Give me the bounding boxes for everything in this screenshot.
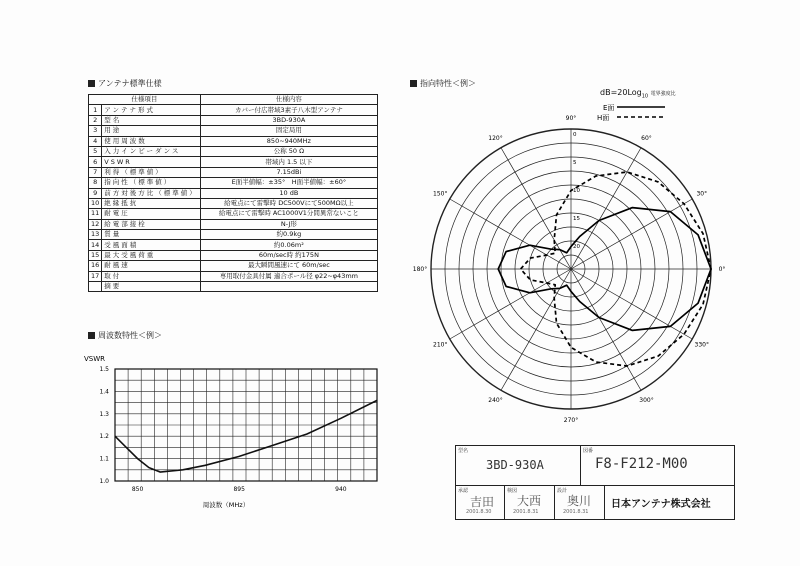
polar-spoke [450,269,571,339]
polar-angle-label: 90° [565,115,577,122]
spec-row-number: 11 [89,209,102,219]
vswr-heading [88,330,162,341]
spec-heading-text: アンテナ標準仕様 [98,79,162,88]
spec-row-value: 給電点にて雷撃時 AC1000V1分間異常ないこと [200,209,377,219]
spec-row-number: 17 [89,271,102,281]
vswr-ytick-label: 1.1 [99,455,109,463]
spec-row-value: 60m/sec時 約175N [200,250,377,260]
spec-row-number: 9 [89,188,102,198]
legend-h-label: H面 [597,114,610,122]
spec-row-value: 帯域内 1.5 以下 [200,157,377,167]
polar-chart [405,95,765,425]
polar-angle-label: 330° [694,341,709,349]
spec-row-number: 14 [89,240,102,250]
spec-row-value: 公称 50 Ω [200,146,377,156]
spec-row [89,282,378,292]
spec-row-item: 利得（標準値） [102,167,201,177]
spec-header-item: 仕様項目 [89,95,201,105]
spec-row-item: 用途 [102,126,201,136]
spec-row [89,136,378,146]
spec-row [89,198,378,208]
spec-row-value: 10 dB [200,188,377,198]
spec-row-value: 固定局用 [200,126,377,136]
polar-ring-label: 10 [573,188,580,194]
spec-row-item: 耐電圧 [102,209,201,219]
vswr-xtick-label: 940 [335,486,347,493]
spec-header-row [89,95,378,105]
spec-row-value: N-J形 [200,219,377,229]
vswr-heading-text: 周波数特性＜例＞ [98,331,162,340]
spec-row [89,178,378,188]
spec-row-value: 最大瞬間風速にて 60m/sec [200,261,377,271]
polar-spoke [571,199,692,269]
polar-angle-label: 150° [433,190,448,198]
spec-row-item: 最大受風荷重 [102,250,201,260]
spec-row-value: カバー付広帯域3素子八木型アンテナ [200,105,377,115]
spec-row-value: 専用取付金具付属 適合ポール径 φ22~φ43mm [200,271,377,281]
spec-row-number: 8 [89,178,102,188]
spec-row [89,157,378,167]
heading-square-icon [88,80,95,87]
vswr-xtick-label: 895 [233,486,245,493]
formula-suffix: 電界強度比 [650,91,676,97]
stamp-check: 大西 [517,494,542,508]
spec-row-value [200,282,377,292]
spec-row-item: 受風面積 [102,240,201,250]
spec-row [89,219,378,229]
spec-row-item: 絶縁抵抗 [102,198,201,208]
spec-row [89,271,378,281]
model-cell [456,446,581,486]
spec-row [89,188,378,198]
heading-square-icon [88,332,95,339]
polar-heading-text: 指向特性＜例＞ [420,79,476,88]
spec-row-value: 給電点にて雷撃時 DC500Vにて500MΩ以上 [200,198,377,208]
spec-row-item: VSWR [102,157,201,167]
spec-row-number: 16 [89,261,102,271]
vswr-ytick-label: 1.4 [99,388,109,396]
polar-spoke [450,199,571,269]
drawing-value: F8-F212-M00 [595,456,688,472]
polar-angle-label: 180° [412,266,428,273]
stamp-approve: 吉田 [470,495,495,509]
spec-row [89,230,378,240]
vswr-xtick-label: 850 [131,486,144,493]
spec-row-item: 使用周波数 [102,136,201,146]
spec-row [89,126,378,136]
polar-angle-label: 300° [639,396,654,404]
model-value: 3BD-930A [486,458,544,472]
spec-row [89,167,378,177]
formula-sub: 10 [641,93,649,100]
title-block [455,445,735,520]
spec-row-number: 1 [89,105,102,115]
spec-row-number: 4 [89,136,102,146]
company-name: 日本アンテナ株式会社 [611,499,711,510]
spec-row-value: E面半値幅：±35° H面半値幅：±60° [200,178,377,188]
spec-row [89,146,378,156]
polar-angle-label: 0° [718,266,726,273]
vswr-chart [82,345,412,535]
spec-row-number: 6 [89,157,102,167]
label-check: 検図 [507,488,518,494]
spec-row-number: 3 [89,126,102,136]
polar-ring-label: 5 [573,160,577,166]
spec-row-value: 約0.06m² [200,240,377,250]
spec-row-item: 入力インピーダンス [102,146,201,156]
spec-row-number: 2 [89,115,102,125]
spec-row-item: 型名 [102,115,201,125]
design-cell [555,486,605,519]
vswr-ytick-label: 1.0 [99,478,109,485]
polar-spoke [571,269,692,339]
spec-heading [88,78,162,89]
polar-angle-label: 60° [641,135,652,143]
vswr-ylabel: VSWR [84,355,106,363]
spec-row-number: 7 [89,167,102,177]
spec-row [89,105,378,115]
company-cell [605,486,734,519]
spec-row [89,261,378,271]
drawing-cell [581,446,734,486]
spec-row-item: 給電部接栓 [102,219,201,229]
check-cell [505,486,555,519]
polar-ring-label: 15 [573,216,580,222]
polar-ring-label: 0 [573,132,577,138]
spec-table [88,94,378,292]
spec-row-number: 15 [89,250,102,260]
polar-angle-label: 30° [696,190,708,198]
spec-row [89,209,378,219]
spec-row-value: 850~940MHz [200,136,377,146]
spec-row-item: 摘要 [102,282,201,292]
spec-row-number: 13 [89,230,102,240]
spec-row-number: 12 [89,219,102,229]
formula-prefix: dB=20Log [600,88,642,97]
label-model: 型名 [458,448,469,454]
label-drawing: 図番 [583,448,594,454]
stamp-design: 奥川 [567,494,592,508]
spec-row-item: 取付 [102,271,201,281]
spec-row [89,250,378,260]
label-design: 設計 [557,488,568,494]
spec-row [89,240,378,250]
spec-row-value: 約0.9kg [200,230,377,240]
spec-row [89,115,378,125]
polar-ring-label: 20 [573,244,580,250]
spec-row-item: 質量 [102,230,201,240]
vswr-xlabel: 周波数（MHz） [202,501,250,509]
label-approve: 承認 [458,488,469,494]
spec-row-item: 指向性（標準値） [102,178,201,188]
polar-angle-label: 210° [433,341,448,349]
stamp-check-date: 2001.8.31 [513,509,539,515]
heading-square-icon [410,80,417,87]
spec-row-item: アンテナ形式 [102,105,201,115]
vswr-ytick-label: 1.3 [99,410,109,418]
approve-cell [456,486,505,519]
polar-angle-label: 240° [488,396,503,404]
vswr-ytick-label: 1.5 [99,366,109,373]
vswr-ytick-label: 1.2 [99,433,109,441]
spec-row-number: 10 [89,198,102,208]
stamp-approve-date: 2001.8.30 [466,509,492,515]
stamp-design-date: 2001.8.31 [563,509,589,515]
spec-row-value: 3BD-930A [200,115,377,125]
spec-row-value: 7.15dBi [200,167,377,177]
legend-e-label: E面 [603,104,615,112]
spec-row-number: 5 [89,146,102,156]
polar-heading [410,78,476,89]
polar-angle-label: 120° [488,135,503,143]
polar-angle-label: 270° [563,417,579,424]
spec-header-content: 仕様内容 [200,95,377,105]
spec-row-item: 耐風速 [102,261,201,271]
spec-row-item: 前方対後方比（標準値） [102,188,201,198]
spec-row-number [89,282,102,292]
